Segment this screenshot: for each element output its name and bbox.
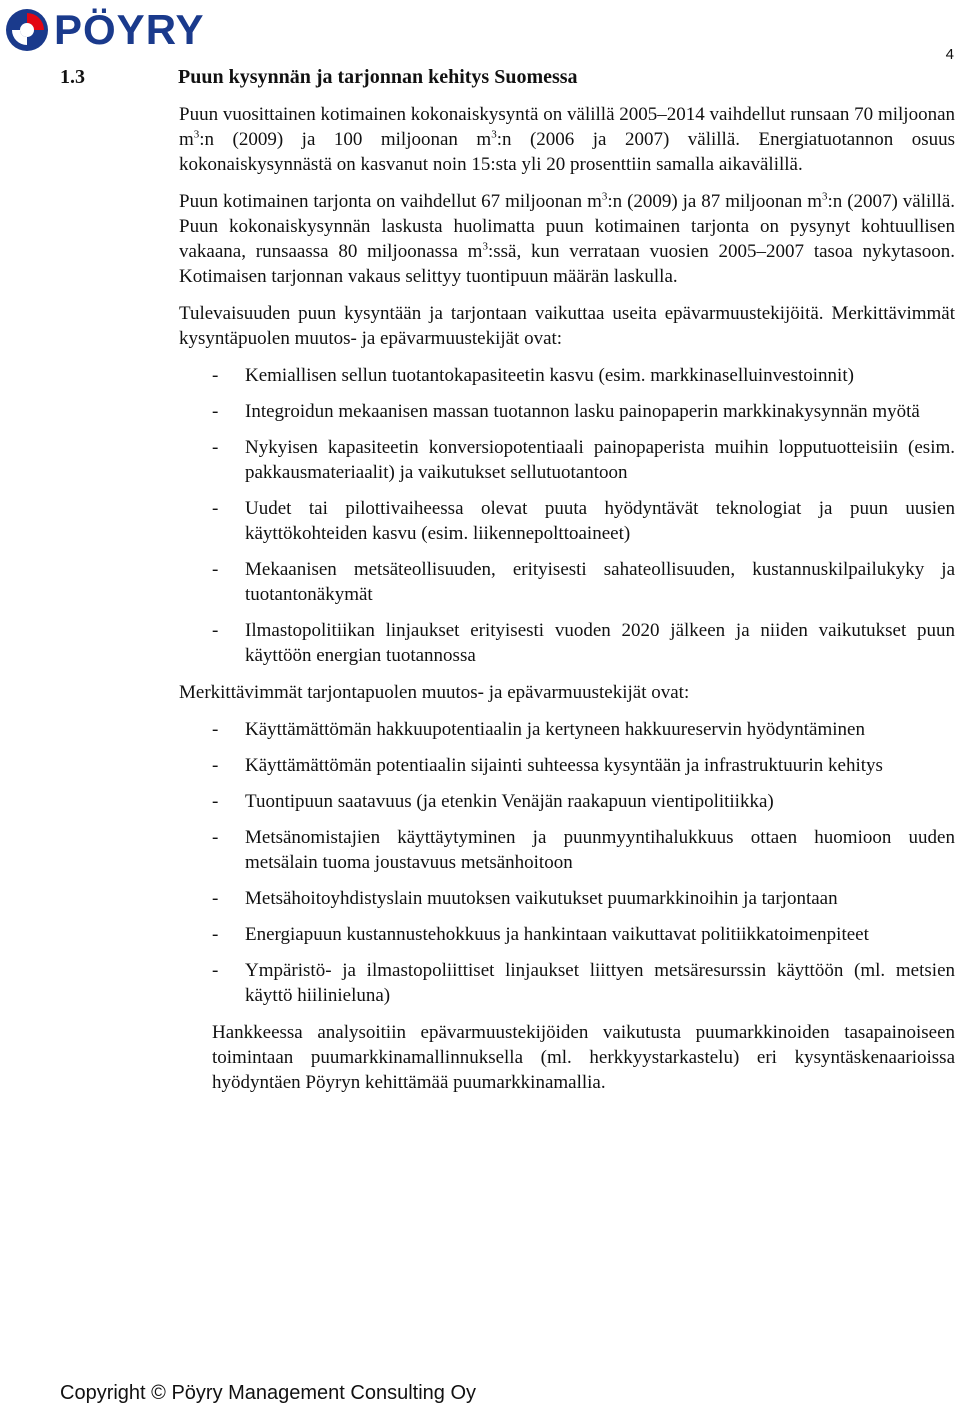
p1-text-a: Puun vuosittainen kotimainen kokonaiskysyntä on välillä 2005–2014 vaihdellut runsaan 70 miljoonan m (179, 104, 955, 150)
section-heading (60, 66, 578, 89)
list-item: - Ilmastopolitiikan linjaukset erityisesti vuoden 2020 jälkeen ja niiden vaikutukset puun käyttöön energian tuotannossa (212, 618, 955, 668)
p2-superscript-1: 3 (601, 190, 608, 203)
list-item: - Käyttämättömän hakkuupotentiaalin ja kertyneen hakkuureservin hyödyntäminen (212, 717, 955, 742)
paragraph-conclusion: Hankkeessa analysoitiin epävarmuustekijöiden vaikutusta puumarkkinoiden tasapainoiseen toimintaan puumarkkinamallinnuksella (ml. herkkyystarkastelu) eri kysyntäskenaarioissa hyödyntäen Pöyryn kehittämää puumarkkinamallia. (212, 1022, 955, 1093)
p1-text-c: :n (2006 ja 2007) välillä. Energiatuotannon osuus kokonaiskysynnästä on kasvanut noin 15:sta yli 20 prosenttiin samalla aikavälillä. (179, 129, 955, 175)
list-item: - Tuontipuun saatavuus (ja etenkin Venäjän raakapuun vientipolitiikka) (212, 789, 955, 814)
demand-factors-list (212, 363, 955, 668)
paragraph-demand-intro: Tulevaisuuden puun kysyntään ja tarjontaan vaikuttaa useita epävarmuustekijöitä. Merkittävimmät kysyntäpuolen muutos- ja epävarmuustekijät ovat: (179, 303, 955, 349)
paragraph-supply-intro: Merkittävimmät tarjontapuolen muutos- ja epävarmuustekijät ovat: (179, 682, 690, 703)
copyright-footer: Copyright © Pöyry Management Consulting Oy (60, 1382, 477, 1404)
p2-superscript-2: 3 (821, 190, 828, 203)
p1-superscript-2: 3 (491, 128, 497, 141)
list-item: - Kemiallisen sellun tuotantokapasiteetin kasvu (esim. markkinaselluinvestoinnit) (212, 363, 955, 388)
paragraph-supply-history (179, 189, 955, 289)
list-item: - Uudet tai pilottivaiheessa olevat puuta hyödyntävät teknologiat ja puun uusien käyttökohteiden kasvu (esim. liikennepolttoaineet) (212, 496, 955, 546)
list-item: - Käyttämättömän potentiaalin sijainti suhteessa kysyntään ja infrastruktuurin kehitys (212, 753, 955, 778)
p2-text-d: :ssä, kun verrataan vuosien 2005–2007 tasoa nykytasoon. Kotimaisen tarjonnan vakaus selittyy tuontipuun määrän laskulla. (179, 241, 955, 287)
p2-text-a: Puun kotimainen tarjonta on vaihdellut 67 miljoonan m (179, 191, 602, 212)
supply-factors-list (212, 717, 955, 1008)
body-text (179, 102, 955, 1107)
p2-superscript-3: 3 (482, 240, 488, 253)
logo-wordmark: PÖYRY (54, 6, 205, 53)
list-item: - Integroidun mekaanisen massan tuotannon lasku painopaperin markkinakysynnän myötä (212, 399, 955, 424)
section-number: 1.3 (60, 66, 85, 88)
list-item: - Mekaanisen metsäteollisuuden, erityisesti sahateollisuuden, kustannuskilpailukyky ja tuotantonäkymät (212, 557, 955, 607)
list-item: - Metsähoitoyhdistyslain muutoksen vaikutukset puumarkkinoihin ja tarjontaan (212, 886, 955, 911)
p2-text-c: :n (2007) välillä. Puun kokonaiskysynnän laskusta huolimatta puun kotimainen tarjonta on pysynyt kohtuullisen vakaana, runsaassa 80 miljoonassa m (179, 191, 955, 262)
list-item: - Nykyisen kapasiteetin konversiopotentiaali painopaperista muihin lopputuotteisiin (esim. pakkausmateriaalit) ja vaikutukset sellutuotantoon (212, 435, 955, 485)
list-item: - Ympäristö- ja ilmastopoliittiset linjaukset liittyen metsäresurssin käyttöön (ml. metsien käyttö hiilinieluna) (212, 958, 955, 1008)
p1-superscript-1: 3 (193, 128, 200, 141)
list-item: - Energiapuun kustannustehokkuus ja hankintaan vaikuttavat politiikkatoimenpiteet (212, 922, 955, 947)
poyry-logo (4, 4, 204, 56)
page-number: 4 (945, 46, 954, 63)
p2-text-b: :n (2009) ja 87 miljoonan m (607, 191, 822, 212)
poyry-logo-mark-icon (4, 7, 50, 53)
paragraph-demand-history (179, 102, 955, 177)
list-item: - Metsänomistajien käyttäytyminen ja puunmyyntihalukkuus ottaen huomioon uuden metsälain tuoma joustavuus metsänhoitoon (212, 825, 955, 875)
section-title: Puun kysynnän ja tarjonnan kehitys Suomessa (178, 66, 578, 88)
p1-text-b: :n (2009) ja 100 miljoonan m (199, 129, 492, 150)
